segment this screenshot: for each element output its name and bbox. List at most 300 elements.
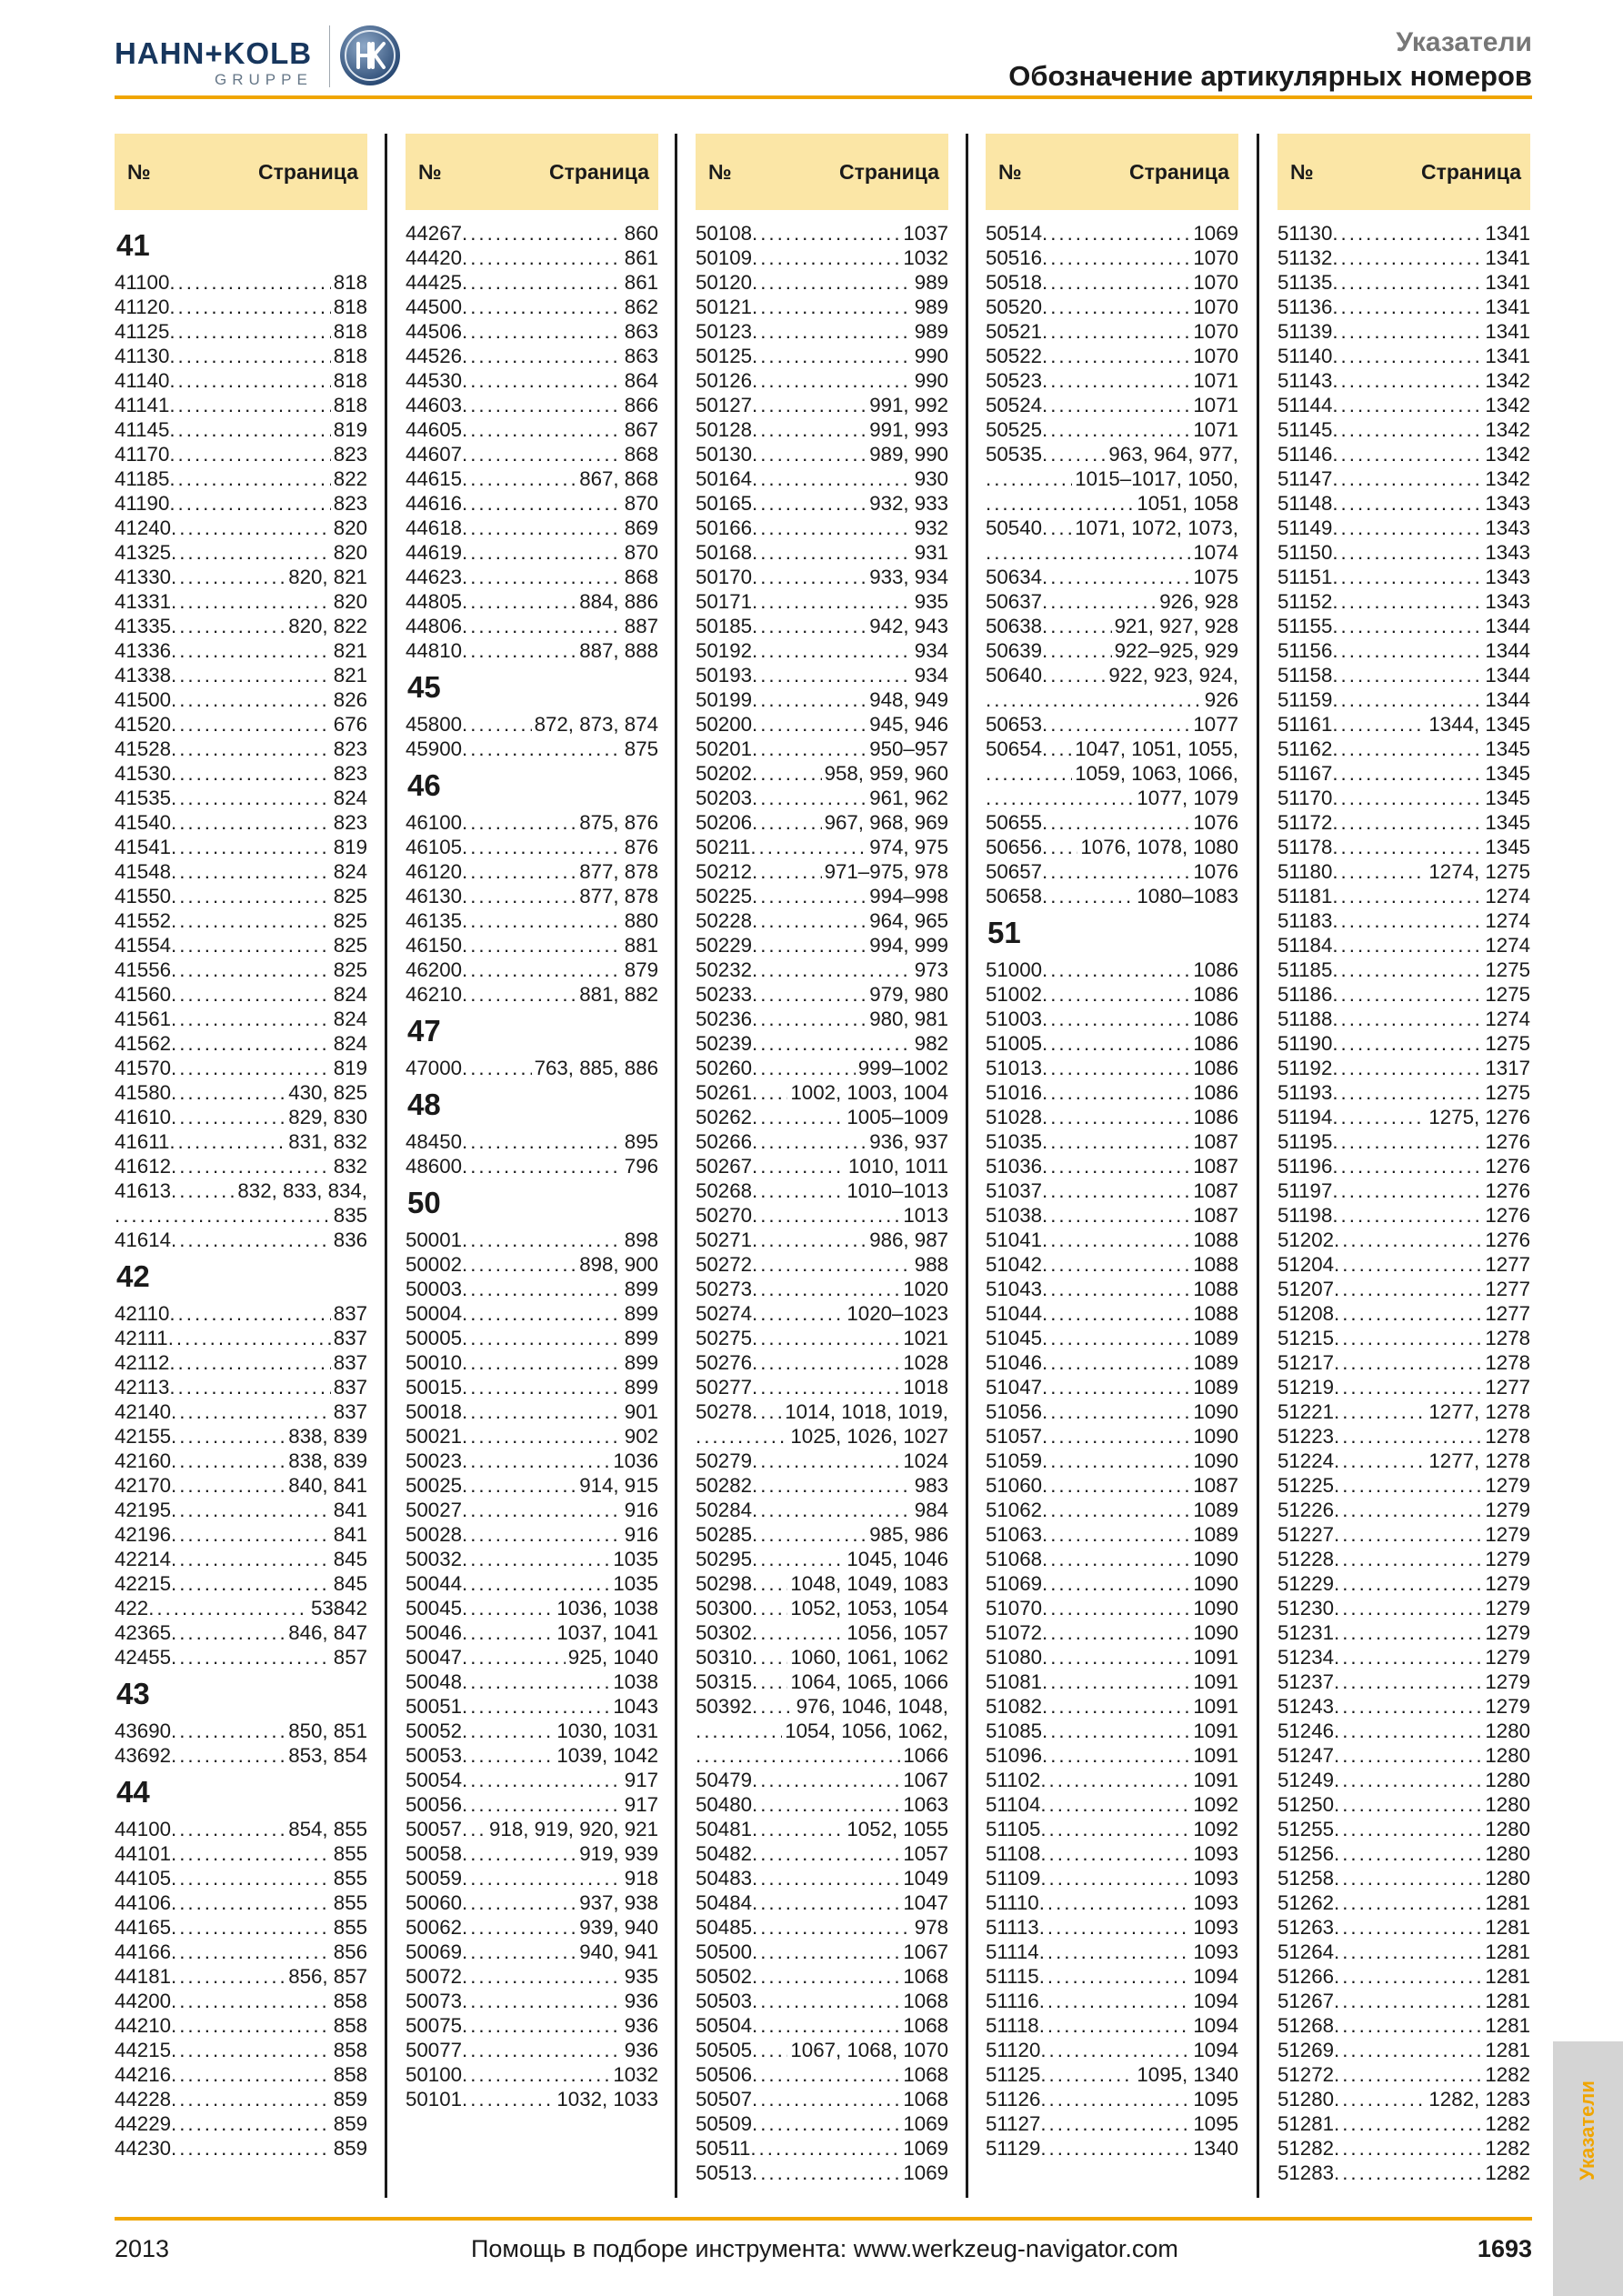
leader-dots: [462, 2087, 554, 2111]
leader-dots: [462, 1841, 576, 1866]
leader-dots: [1042, 1129, 1190, 1154]
page-reference: 818: [333, 345, 367, 367]
leader-dots: [752, 1473, 912, 1498]
index-entry: [1277, 1547, 1530, 1571]
leader-dots: [1040, 2111, 1190, 2136]
column-body: [115, 221, 367, 2161]
leader-dots: [462, 1890, 576, 1915]
index-entry: [115, 442, 367, 466]
index-entry: [406, 1866, 658, 1890]
column-separator: [1257, 134, 1259, 2198]
article-number: 51249: [1277, 1769, 1335, 1791]
article-number: 50211: [696, 836, 751, 858]
page-reference: 823: [333, 443, 367, 466]
article-number: 41330: [115, 566, 172, 588]
index-entry: [1277, 884, 1530, 908]
article-number: 50272: [696, 1253, 753, 1276]
article-number: 51172: [1277, 811, 1333, 834]
index-entry: [1277, 1154, 1530, 1178]
header-category: Указатели: [1396, 27, 1532, 57]
page-reference: 1343: [1485, 590, 1530, 613]
page-reference: 932: [914, 516, 948, 539]
index-entry: [986, 1915, 1238, 1940]
index-entry: [986, 589, 1238, 614]
index-entry: [696, 1743, 948, 1768]
leader-dots: [1334, 2161, 1482, 2185]
index-entry: [986, 1203, 1238, 1228]
page-reference: 1277, 1278: [1428, 1449, 1530, 1472]
leader-dots: [1040, 2087, 1190, 2111]
index-entry: [696, 246, 948, 270]
page-reference: 1094: [1193, 2039, 1238, 2061]
leader-dots: [1334, 2136, 1482, 2161]
article-number: 44105: [115, 1867, 172, 1890]
index-entry: [986, 1866, 1238, 1890]
leader-dots: [1334, 2013, 1482, 2038]
leader-dots: [752, 761, 822, 786]
index-entry: [1277, 565, 1530, 589]
article-number: 50057: [406, 1818, 463, 1840]
page-reference: 1345: [1485, 787, 1530, 809]
article-number: 50053: [406, 1744, 463, 1767]
article-number: 42111: [115, 1327, 168, 1349]
article-number: 50166: [696, 516, 753, 539]
page-reference: 945, 946: [869, 713, 948, 736]
article-number: 51085: [986, 1719, 1043, 1742]
page-reference: 1032: [903, 246, 948, 269]
page-reference: 1343: [1485, 541, 1530, 564]
article-number: 51190: [1277, 1032, 1333, 1055]
article-number: 51127: [986, 2112, 1041, 2135]
index-entry: [115, 1498, 367, 1522]
leader-dots: [462, 1375, 622, 1399]
page-reference: 1090: [1193, 1425, 1238, 1448]
index-entry: [1277, 2087, 1530, 2111]
article-number: 48450: [406, 1130, 463, 1153]
leader-dots: [169, 393, 330, 417]
article-number: 50507: [696, 2088, 753, 2111]
article-number: 50521: [986, 320, 1043, 343]
article-number: 50639: [986, 639, 1043, 662]
article-number: 51234: [1277, 1646, 1335, 1669]
page-reference: 860: [624, 222, 658, 245]
article-number: 50273: [696, 1278, 753, 1300]
index-entry: [696, 2111, 948, 2136]
article-number: 51042: [986, 1253, 1043, 1276]
leader-dots: [171, 1890, 331, 1915]
leader-dots: [1332, 614, 1482, 638]
leader-dots: [1334, 1596, 1482, 1620]
index-entry: [1277, 1645, 1530, 1669]
leader-dots: [462, 1326, 622, 1350]
column-body: [406, 221, 658, 2111]
page-reference: 1069: [903, 2137, 948, 2160]
article-number: 46120: [406, 860, 463, 883]
page-reference: 1024: [903, 1449, 948, 1472]
page-reference: 1341: [1485, 222, 1530, 245]
leader-dots: [986, 687, 1202, 712]
article-number: 42215: [115, 1572, 172, 1595]
index-entry: [115, 859, 367, 884]
article-number: 51250: [1277, 1793, 1335, 1816]
page-reference: 934: [914, 639, 948, 662]
page-reference: 859: [333, 2112, 367, 2135]
leader-dots: [752, 565, 867, 589]
page-reference: 820, 821: [288, 566, 367, 588]
index-entry: [986, 737, 1238, 761]
index-entry: [986, 1350, 1238, 1375]
index-entry: [1277, 638, 1530, 663]
article-number: 44100: [115, 1818, 172, 1840]
article-number: 50005: [406, 1327, 463, 1349]
article-number: 44230: [115, 2137, 172, 2160]
index-entry: [986, 1424, 1238, 1449]
section-heading: 51: [987, 916, 1021, 949]
article-number: 51204: [1277, 1253, 1335, 1276]
leader-dots: [1042, 417, 1190, 442]
article-number: 51147: [1277, 467, 1333, 490]
index-entry: [115, 466, 367, 491]
index-entry: [115, 1719, 367, 1743]
index-entry: [696, 344, 948, 368]
page-reference: 1086: [1193, 1008, 1238, 1030]
index-entry: [986, 1449, 1238, 1473]
page-reference: 1279: [1485, 1670, 1530, 1693]
leader-dots: [696, 1719, 782, 1743]
index-entry: [115, 1866, 367, 1890]
leader-dots: [752, 319, 912, 344]
leader-dots: [171, 1473, 286, 1498]
index-entry: [986, 540, 1238, 565]
page-reference: 826: [333, 688, 367, 711]
index-entry: [406, 1841, 658, 1866]
article-number: 50060: [406, 1891, 463, 1914]
article-number: 42113: [115, 1376, 170, 1399]
article-number: 41185: [115, 467, 170, 490]
page-reference: 1278: [1485, 1351, 1530, 1374]
page-reference: 837: [333, 1302, 367, 1325]
leader-dots: [752, 884, 867, 908]
article-number: 41580: [115, 1081, 172, 1104]
page-reference: 1020: [903, 1278, 948, 1300]
index-entry: [115, 933, 367, 958]
leader-dots: [169, 442, 330, 466]
page-reference: 1068: [903, 2063, 948, 2086]
leader-dots: [462, 835, 622, 859]
leader-dots: [462, 712, 532, 737]
leader-dots: [1042, 835, 1077, 859]
footer-help-text: Помощь в подборе инструмента: www.werkzeug-navigator.com: [471, 2235, 1178, 2262]
article-number: 44500: [406, 296, 463, 318]
leader-dots: [1334, 1719, 1482, 1743]
index-entry: [406, 589, 658, 614]
page-reference: 902: [624, 1425, 658, 1448]
article-number: 41554: [115, 934, 172, 957]
article-number: 51192: [1277, 1057, 1333, 1079]
leader-dots: [171, 1399, 331, 1424]
article-number: 50052: [406, 1719, 463, 1742]
leader-dots: [1334, 1277, 1482, 1301]
page-reference: 838, 839: [288, 1425, 367, 1448]
index-entry: [115, 1031, 367, 1056]
article-number: 50018: [406, 1400, 463, 1423]
article-number: 51139: [1277, 320, 1333, 343]
page-reference: 1030, 1031: [556, 1719, 658, 1742]
index-entry: [1277, 1743, 1530, 1768]
leader-dots: [1042, 1399, 1190, 1424]
article-number: 50072: [406, 1965, 463, 1988]
index-entry: [406, 1940, 658, 1964]
index-entry: [1277, 1498, 1530, 1522]
leader-dots: [462, 1424, 622, 1449]
index-entry: [986, 1178, 1238, 1203]
article-number: 50657: [986, 860, 1043, 883]
article-number: 51224: [1277, 1449, 1335, 1472]
leader-dots: [1334, 1645, 1482, 1669]
index-entry: [696, 1940, 948, 1964]
page-reference: 818: [333, 369, 367, 392]
index-entry: [1277, 1399, 1530, 1424]
article-number: 42160: [115, 1449, 172, 1472]
index-entry: [696, 712, 948, 737]
index-entry: [696, 2087, 948, 2111]
leader-dots: [462, 221, 622, 246]
page-reference: 1275: [1485, 1081, 1530, 1104]
page-reference: 1278: [1485, 1327, 1530, 1349]
column-header-page: Страница: [549, 159, 649, 184]
index-entry: [406, 540, 658, 565]
leader-dots: [1042, 884, 1134, 908]
index-entry: [986, 1940, 1238, 1964]
page-reference: 1086: [1193, 983, 1238, 1006]
page-reference: 1280: [1485, 1719, 1530, 1742]
article-number: 50278: [696, 1400, 753, 1423]
leader-dots: [171, 1915, 331, 1940]
leader-dots: [171, 1620, 286, 1645]
article-number: 41335: [115, 615, 172, 637]
leader-dots: [986, 540, 1190, 565]
index-entry: [696, 1866, 948, 1890]
index-entry: [696, 958, 948, 982]
section-heading: 47: [407, 1014, 441, 1048]
leader-dots: [171, 1449, 286, 1473]
leader-dots: [171, 1424, 286, 1449]
article-number: 44101: [115, 1842, 172, 1865]
index-entry: [986, 319, 1238, 344]
page-reference: 1002, 1003, 1004: [790, 1081, 948, 1104]
leader-dots: [171, 1154, 331, 1178]
article-number: 41540: [115, 811, 172, 834]
leader-dots: [752, 1669, 787, 1694]
leader-dots: [1042, 1105, 1190, 1129]
page-reference: 1069: [903, 2161, 948, 2184]
article-number: 51105: [986, 1818, 1041, 1840]
article-number: 46200: [406, 958, 463, 981]
page-reference: 1052, 1055: [847, 1818, 948, 1840]
article-number: 50310: [696, 1646, 753, 1669]
leader-dots: [171, 663, 331, 687]
index-entry: [406, 1596, 658, 1620]
page-reference: 930: [914, 467, 948, 490]
index-entry: [1277, 2111, 1530, 2136]
leader-dots: [750, 835, 867, 859]
index-entry: [696, 1301, 948, 1326]
page-reference: 877, 878: [579, 885, 658, 907]
article-number: 41120: [115, 296, 170, 318]
index-entry: [986, 466, 1238, 491]
page-reference: 1080–1083: [1137, 885, 1238, 907]
article-number: 41552: [115, 909, 172, 932]
page-reference: 1280: [1485, 1793, 1530, 1816]
leader-dots: [1332, 491, 1482, 516]
page-reference: 1064, 1065, 1066: [790, 1670, 948, 1693]
index-entry: [1277, 1940, 1530, 1964]
leader-dots: [1042, 810, 1190, 835]
index-entry: [986, 1228, 1238, 1252]
index-entry: [986, 1964, 1238, 1989]
index-entry: [406, 442, 658, 466]
page-reference: 914, 915: [579, 1474, 658, 1497]
footer-year: 2013: [115, 2235, 170, 2262]
index-entry: [115, 1841, 367, 1866]
article-number: 50170: [696, 566, 753, 588]
article-number: 51181: [1277, 885, 1333, 907]
page-reference: 1094: [1193, 1965, 1238, 1988]
leader-dots: [752, 1498, 912, 1522]
leader-dots: [171, 1547, 331, 1571]
index-entry: [986, 1719, 1238, 1743]
page-reference: 868: [624, 443, 658, 466]
index-entry: [1277, 417, 1530, 442]
index-entry: [696, 1498, 948, 1522]
article-number: 50045: [406, 1597, 463, 1619]
page-reference: 1280: [1485, 1818, 1530, 1840]
page-reference: 901: [624, 1400, 658, 1423]
article-number: 50032: [406, 1548, 463, 1570]
index-entry: [406, 1743, 658, 1768]
article-number: 44165: [115, 1916, 172, 1939]
article-number: 51145: [1277, 418, 1333, 441]
index-entry: [986, 295, 1238, 319]
index-entry: [1277, 368, 1530, 393]
index-entry: [115, 1940, 367, 1964]
article-number: 41560: [115, 983, 172, 1006]
page-reference: 986, 987: [869, 1228, 948, 1251]
index-entry: [115, 1547, 367, 1571]
leader-dots: [462, 319, 622, 344]
leader-dots: [1332, 1129, 1482, 1154]
index-entry: [1277, 491, 1530, 516]
article-number: 50513: [696, 2161, 753, 2184]
leader-dots: [1334, 1252, 1482, 1277]
leader-dots: [1334, 1817, 1482, 1841]
article-number: 51037: [986, 1179, 1043, 1202]
index-entry: [406, 1399, 658, 1424]
index-entry: [696, 1768, 948, 1792]
leader-dots: [986, 761, 1072, 786]
page-reference: 875: [624, 737, 658, 760]
index-entry: [115, 2013, 367, 2038]
index-entry: [115, 516, 367, 540]
page-reference: 1077: [1193, 713, 1238, 736]
article-number: 46130: [406, 885, 463, 907]
article-number: 41140: [115, 369, 170, 392]
page-reference: 1281: [1485, 1891, 1530, 1914]
page-reference: 1054, 1056, 1062,: [785, 1719, 948, 1742]
page-reference: 1088: [1193, 1253, 1238, 1276]
page-reference: 818: [333, 296, 367, 318]
article-number: 50634: [986, 566, 1043, 588]
section-heading: 41: [116, 228, 150, 262]
page-reference: 1067: [903, 1769, 948, 1791]
leader-dots: [462, 1301, 622, 1326]
page-reference: 1281: [1485, 1990, 1530, 2012]
column-header-number: №: [1290, 159, 1314, 184]
leader-dots: [1042, 1473, 1190, 1498]
page-reference: 1277, 1278: [1428, 1400, 1530, 1423]
leader-dots: [171, 1866, 331, 1890]
index-entry: [1277, 270, 1530, 295]
index-entry: [696, 466, 948, 491]
page-reference: 1063: [903, 1793, 948, 1816]
article-number: 50638: [986, 615, 1043, 637]
article-number: 51225: [1277, 1474, 1335, 1497]
page-reference: 1276: [1485, 1130, 1530, 1153]
page-reference: 991, 993: [869, 418, 948, 441]
index-entry: [1277, 687, 1530, 712]
index-entry: [115, 1178, 367, 1203]
article-number: 46105: [406, 836, 463, 858]
article-number: 41528: [115, 737, 172, 760]
page-reference: 983: [914, 1474, 948, 1497]
leader-dots: [171, 1007, 331, 1031]
page-reference: 1277: [1485, 1302, 1530, 1325]
page-reference: 899: [624, 1351, 658, 1374]
article-number: 50028: [406, 1523, 463, 1546]
page-reference: 1091: [1193, 1646, 1238, 1669]
leader-dots: [1334, 2062, 1482, 2087]
page-reference: 1020–1023: [847, 1302, 948, 1325]
article-number: 50504: [696, 2014, 753, 2037]
index-entry: [986, 1326, 1238, 1350]
leader-dots: [1332, 933, 1482, 958]
leader-dots: [1332, 246, 1482, 270]
page-reference: 1094: [1193, 2014, 1238, 2037]
index-entry: [406, 1301, 658, 1326]
index-entry: [115, 1449, 367, 1473]
page-reference: 825: [333, 958, 367, 981]
article-number: 50193: [696, 664, 753, 687]
article-number: 45900: [406, 737, 463, 760]
index-entry: [696, 1105, 948, 1129]
article-number: 44425: [406, 271, 463, 294]
article-number: 51198: [1277, 1204, 1333, 1227]
article-number: 50655: [986, 811, 1043, 834]
page-reference: 1038: [613, 1670, 658, 1693]
index-entry: [986, 270, 1238, 295]
leader-dots: [1332, 1031, 1482, 1056]
column-separator: [966, 134, 968, 2198]
page-reference: 831, 832: [288, 1130, 367, 1153]
article-number: 51036: [986, 1155, 1043, 1178]
index-entry: [696, 319, 948, 344]
index-entry: [115, 908, 367, 933]
page-reference: 1071: [1193, 394, 1238, 416]
leader-dots: [171, 1105, 286, 1129]
page-reference: 1010–1013: [847, 1179, 948, 1202]
index-entry: [986, 368, 1238, 393]
article-number: 45800: [406, 713, 463, 736]
